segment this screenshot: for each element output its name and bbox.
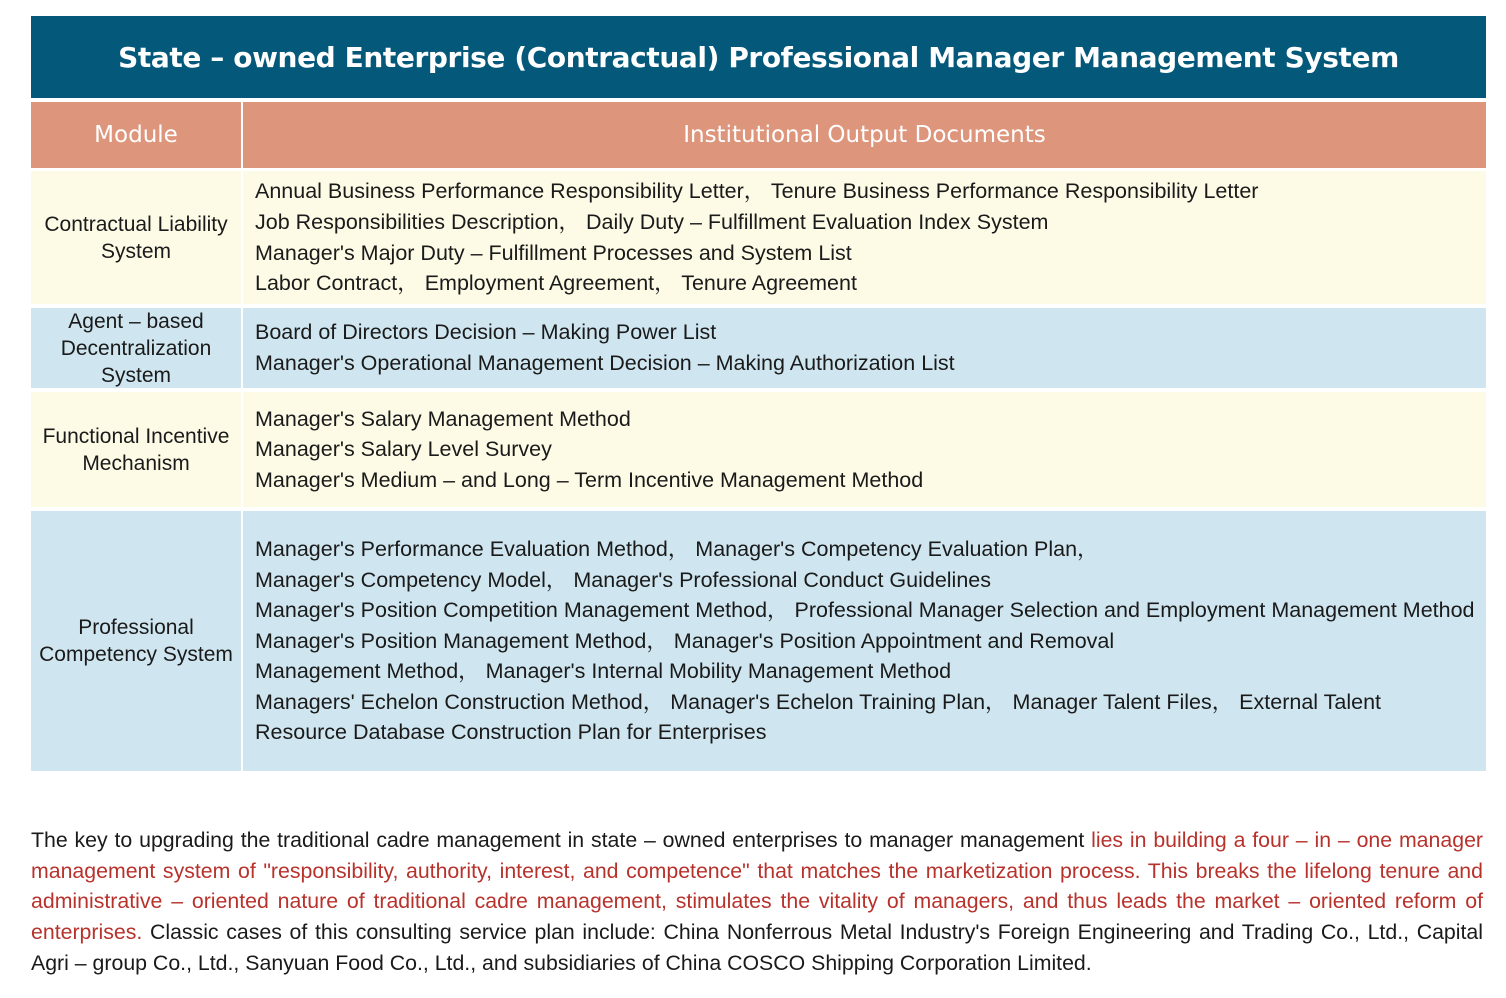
document-line: Management Method， Manager's Internal Mobility Management Method (255, 659, 952, 684)
document-line: Labor Contract， Employment Agreement， Tenure Agreement (255, 271, 857, 296)
document-line: Manager's Position Management Method， Manager's Position Appointment and Removal (255, 628, 1115, 653)
table-title: State – owned Enterprise (Contractual) Professional Manager Management System (118, 40, 1399, 74)
document-line: Manager's Salary Level Survey (255, 437, 552, 462)
module-label: Professional Competency System (39, 616, 233, 666)
module-cell (31, 308, 241, 392)
document-line: Manager's Performance Evaluation Method， Manager's Competency Evaluation Plan， (255, 536, 1099, 561)
paragraph-highlight: lies in building a four – in – one manager management system of "responsibility, authority, interest, and competence" that matches the marketization process. This breaks the lifelong tenure and administrative – oriented nature of traditional cadre management, stimulates the vitality of managers, and thus leads the market – oriented reform of enterprises. (31, 828, 1483, 945)
document-line: Manager's Salary Management Method (255, 406, 631, 431)
documents-cell (243, 392, 1486, 511)
document-line: Managers' Echelon Construction Method， Manager's Echelon Training Plan， Manager Talent Files， External Talent Resource Database Construction Plan for Enterprises (255, 689, 1382, 745)
module-cell (31, 392, 241, 511)
documents-cell (243, 511, 1486, 775)
management-system-table (31, 98, 1486, 775)
documents-cell (243, 171, 1486, 308)
document-line: Annual Business Performance Responsibility Letter， Tenure Business Performance Responsibility Letter (255, 179, 1259, 204)
module-cell (31, 511, 241, 775)
module-label: Agent – based Decentralization System (60, 309, 212, 387)
header-module: Module (31, 98, 241, 171)
header-documents: Institutional Output Documents (243, 98, 1486, 171)
table-title-bar (31, 16, 1486, 98)
paragraph-intro: The key to upgrading the traditional cadre management in state – owned enterprises to manager management (31, 828, 1092, 853)
paragraph-outro: Classic cases of this consulting service plan include: China Nonferrous Metal Industry's Foreign Engineering and Trading Co., Ltd., Capital Agri – group Co., Ltd., Sanyuan Food Co., Ltd., and subsidiaries of China COSCO Shipping Corporation Limited. (31, 920, 1483, 975)
documents-cell (243, 308, 1486, 392)
module-cell (31, 171, 241, 308)
document-line: Manager's Major Duty – Fulfillment Processes and System List (255, 240, 852, 265)
summary-paragraph (31, 825, 1483, 978)
module-label: Functional Incentive Mechanism (42, 424, 230, 475)
document-line: Board of Directors Decision – Making Power List (255, 320, 717, 345)
document-line: Manager's Medium – and Long – Term Incentive Management Method (255, 467, 924, 492)
module-label: Contractual Liability System (44, 212, 228, 263)
document-line: Manager's Competency Model， Manager's Professional Conduct Guidelines (255, 567, 991, 592)
document-line: Manager's Operational Management Decision – Making Authorization List (255, 351, 955, 375)
document-line: Job Responsibilities Description， Daily Duty – Fulfillment Evaluation Index System (255, 209, 1049, 234)
document-line: Manager's Position Competition Management Method， Professional Manager Selection and Employment Management Method (255, 598, 1475, 623)
